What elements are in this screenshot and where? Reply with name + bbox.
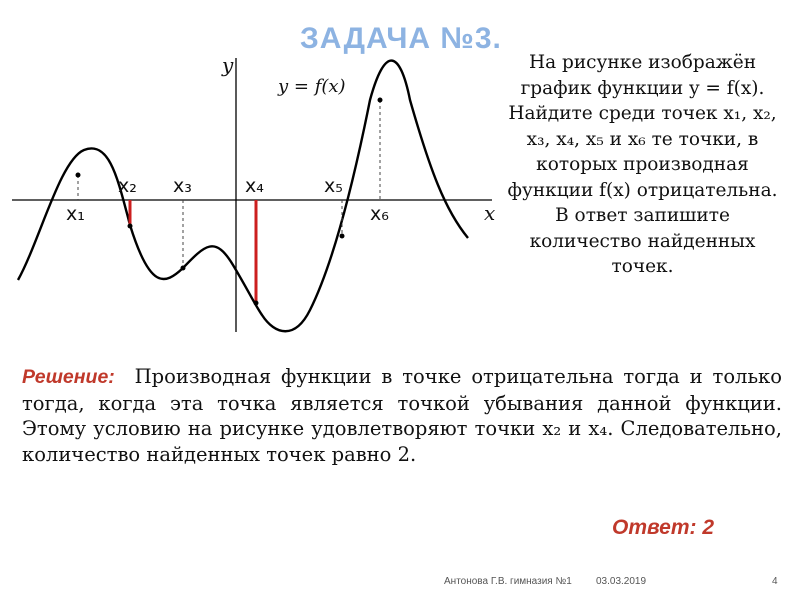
y-axis-label: y <box>222 53 234 77</box>
label-x4: x₄ <box>245 175 264 197</box>
footer-date: 03.03.2019 <box>596 576 647 587</box>
label-x3: x₃ <box>173 175 192 197</box>
label-x2: x₂ <box>118 175 137 197</box>
point-x3 <box>181 266 186 271</box>
label-x5: x₅ <box>324 175 343 197</box>
function-label: y = f(x) <box>278 76 346 97</box>
point-x6 <box>378 98 383 103</box>
problem-statement: На рисунке изображён график функции y = f(x). Найдите среди точек x₁, x₂, x₃, x₄, x₅ и x₆ те точки, в которых производная функции f(x) отрицательна. В ответ запишите количество найденных точек. <box>507 52 778 277</box>
footer-author: Антонова Г.В. гимназия №1 <box>444 576 572 587</box>
label-x6: x₆ <box>370 203 389 225</box>
function-curve <box>18 61 468 332</box>
x-axis-label: x <box>484 201 496 225</box>
point-x4 <box>254 301 259 306</box>
solution-block <box>22 364 782 467</box>
point-x1 <box>76 173 81 178</box>
solution-text: Производная функции в точке отрицательна тогда и только тогда, когда эта точка является точкой убывания данной функции. Этому условию на рисунке удовлетворяют точки x₂ и x₄. Следовательно, количество найденных точек равно 2. <box>22 365 782 466</box>
label-x1: x₁ <box>66 203 85 225</box>
function-graph <box>0 40 500 340</box>
solution-label: Решение: <box>22 366 115 388</box>
answer: Ответ: 2 <box>612 516 715 539</box>
slide-title: ЗАДАЧА №3. <box>300 22 502 55</box>
page-number: 4 <box>772 576 778 587</box>
point-x5 <box>340 234 345 239</box>
point-x2 <box>128 224 133 229</box>
